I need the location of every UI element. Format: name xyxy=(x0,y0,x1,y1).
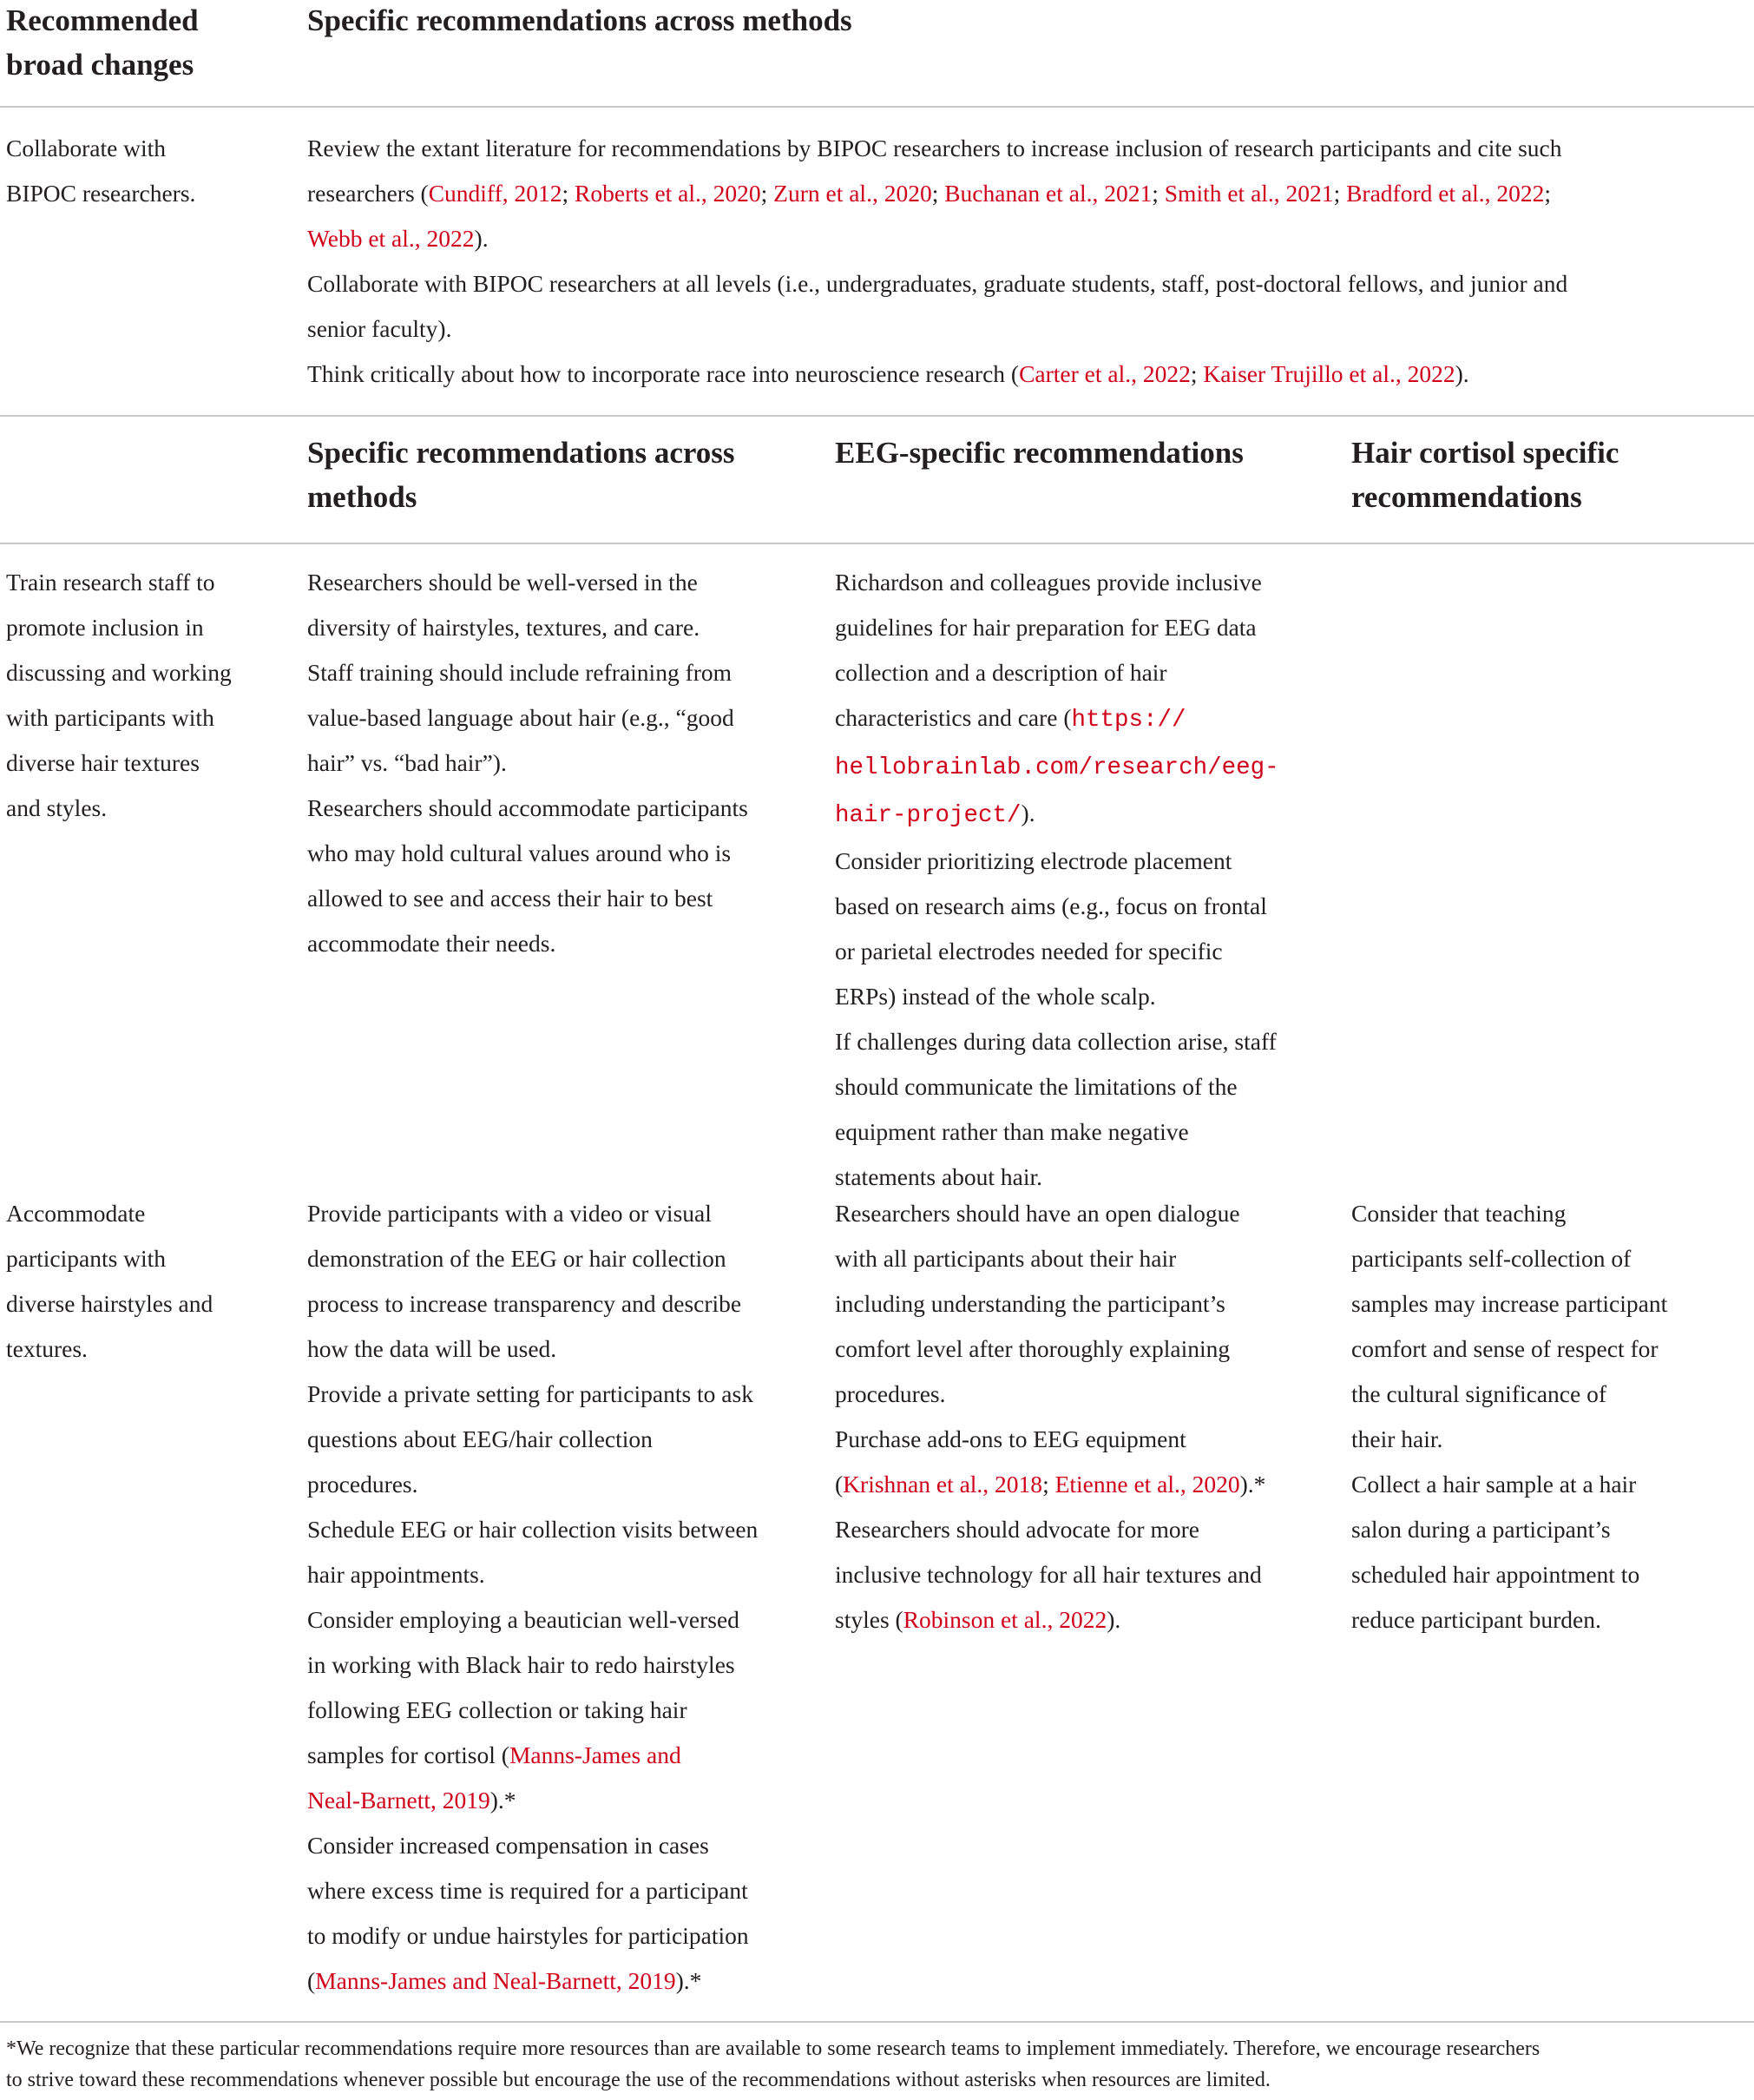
row2-specific-recommendations: Researchers should be well-versed in the diversity of hairstyles, textures, and care. Staff training should include refraining from value-based language about hair (e.g., “good hair” vs. “bad hair”). Researchers should accommodate participants who may hold cultural values around who is allowed to see and access their hair to best accommodate their needs. xyxy=(307,569,748,957)
cite-link[interactable]: Neal-Barnett, 2019 xyxy=(307,1787,490,1814)
table-footnote: *We recognize that these particular recommendations require more resources than are available to some research teams to implement immediately. Therefore, we encourage researchers to strive toward these recommendations whenever possible but encourage the use of the recommendations without asterisks when resources are limited. xyxy=(6,2037,1540,2091)
cite-link[interactable]: Kaiser Trujillo et al., 2022 xyxy=(1203,360,1455,387)
url-link[interactable]: hellobrainlab.com/research/eeg- xyxy=(835,754,1279,781)
cite-link[interactable]: Manns-James and Neal-Barnett, 2019 xyxy=(315,1967,676,1994)
cite-link[interactable]: Manns-James and xyxy=(509,1741,681,1768)
row1-citations-line: researchers (Cundiff, 2012; Roberts et al., 2020; Zurn et al., 2020; Buchanan et al., 2021; Smith et al., 2021; Bradford et al., 2022; xyxy=(307,180,1552,207)
header-hair-cortisol: Hair cortisol specific recommendations xyxy=(1351,436,1619,514)
header-broad-changes: Recommended broad changes xyxy=(6,3,199,82)
cite-link[interactable]: Zurn et al., 2020 xyxy=(773,180,932,207)
header-rule xyxy=(0,106,1754,108)
row3-eeg-recommendations: Researchers should have an open dialogue with all participants about their hair including understanding the participant’s comfort level after thoroughly explaining procedures. Purchase add-ons to EEG equipment (Krishnan et al., 2018; Etienne et al., 2020).* Researchers should advocate for more inclusive technology for all hair textures and styles (Robinson et al., 2022). xyxy=(835,1200,1266,1633)
cite-link[interactable]: Webb et al., 2022 xyxy=(307,225,475,252)
header-eeg-specific: EEG-specific recommendations xyxy=(835,436,1244,470)
cite-link[interactable]: Roberts et al., 2020 xyxy=(575,180,761,207)
cite-link[interactable]: Carter et al., 2022 xyxy=(1019,360,1191,387)
row1-broad-change: Collaborate with BIPOC researchers. xyxy=(6,135,196,207)
header-specific-across-methods: Specific recommendations across methods xyxy=(307,436,735,514)
url-link[interactable]: https:// xyxy=(1071,707,1186,734)
row3-specific-recommendations: Provide participants with a video or visual demonstration of the EEG or hair collection process to increase transparency and describe how the data will be used. Provide a private setting for participants to ask questions about EEG/hair collection procedures. Schedule EEG or hair collection visits between hair appointments. Consider employing a beautician well-versed in working with Black hair to redo hairstyles following EEG collection or taking hair samples for cortisol (Manns-James and Neal-Barnett, 2019).* Consider increased compensation in cases where excess time is required for a participant to modify or undue hairstyles for participation (Manns-James and Neal-Barnett, 2019).* xyxy=(307,1200,759,1994)
cite-link[interactable]: Smith et al., 2021 xyxy=(1164,180,1334,207)
url-link[interactable]: hair-project/ xyxy=(835,802,1022,829)
row2-broad-change: Train research staff to promote inclusion in discussing and working with participants with diverse hair textures and styles. xyxy=(6,569,232,821)
header-specific-recommendations: Specific recommendations across methods xyxy=(307,3,852,37)
header2-rule xyxy=(0,543,1754,544)
cite-link[interactable]: Bradford et al., 2022 xyxy=(1346,180,1545,207)
row1-specific-recommendations: Review the extant literature for recommendations by BIPOC researchers to increase inclusion of research participants and cite such researchers (Cundiff, 2012; Roberts et al., 2020; Zurn et al., 2020; Buchanan et al., 2021; Smith et al., 2021; Bradford et al., 2022; Webb et al., 2022). Collaborate with BIPOC researchers at all levels (i.e., undergraduates, graduate students, staff, post-doctoral fellows, and junior and senior faculty). Think critically about how to incorporate race into neuroscience research (Carter et al., 2022; Kaiser Trujillo et al., 2022). xyxy=(307,135,1568,387)
cite-link[interactable]: Krishnan et al., 2018 xyxy=(843,1471,1043,1498)
row3-hair-cortisol-recommendations: Consider that teaching participants self-collection of samples may increase participant comfort and sense of respect for the cultural significance of their hair. Collect a hair sample at a hair salon during a participant’s scheduled hair appointment to reduce participant burden. xyxy=(1351,1200,1668,1633)
cite-link[interactable]: Buchanan et al., 2021 xyxy=(944,180,1153,207)
row1-rule xyxy=(0,415,1754,417)
cite-link[interactable]: Etienne et al., 2020 xyxy=(1054,1471,1240,1498)
cite-link[interactable]: Cundiff, 2012 xyxy=(428,180,562,207)
footer-rule xyxy=(0,2021,1754,2023)
row3-broad-change: Accommodate participants with diverse hairstyles and textures. xyxy=(6,1200,214,1362)
cite-link[interactable]: Robinson et al., 2022 xyxy=(903,1606,1107,1633)
row2-eeg-recommendations: Richardson and colleagues provide inclusive guidelines for hair preparation for EEG data collection and a description of hair characteristics and care (https:// hellobrainlab.com/research/eeg- hair-project/). Consider prioritizing electrode placement based on research aims (e.g., focus on frontal or parietal electrodes needed for specific ERPs) instead of the whole scalp. If challenges during data collection arise, staff should communicate the limitations of the equipment rather than make negative statements about hair. xyxy=(835,569,1279,1190)
